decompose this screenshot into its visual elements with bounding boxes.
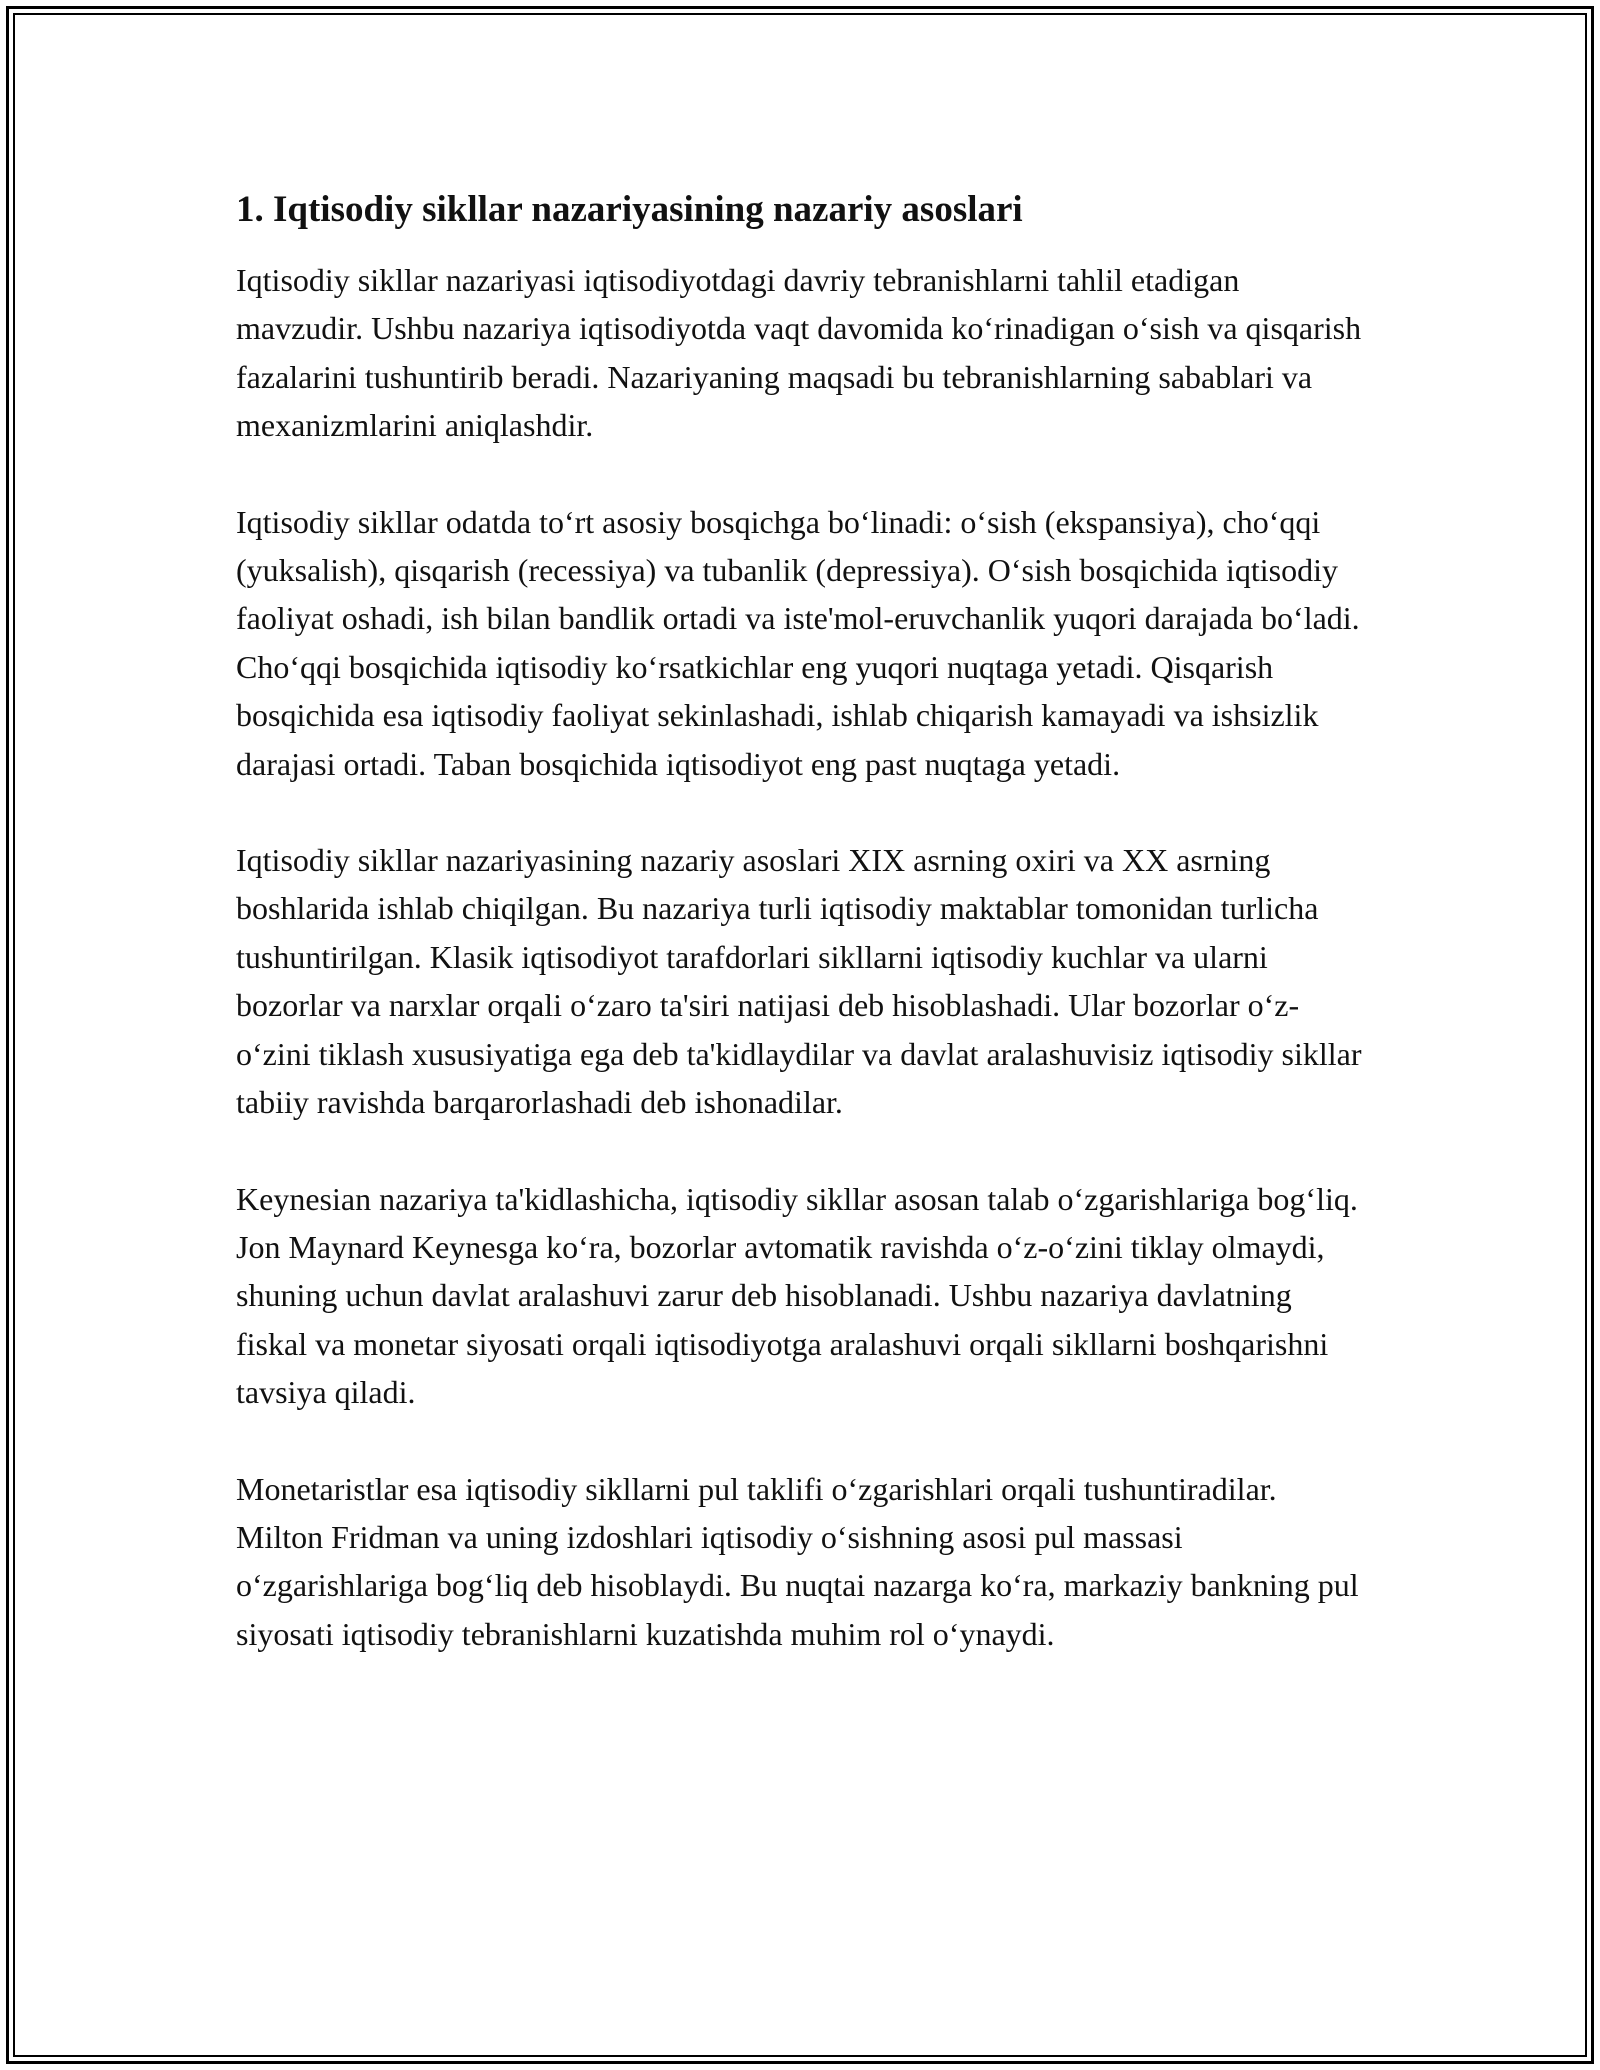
paragraph-intro: Iqtisodiy sikllar nazariyasi iqtisodiyotdagi davriy tebranishlarni tahlil etadigan mavzudir. Ushbu nazariya iqtisodiyotda vaqt davomida ko‘rinadigan o‘sish va qisqarish fazalarini tushuntirib beradi. Nazariyaning maqsadi bu tebranishlarning sabablari va mexanizmlarini aniqlashdir.	[236, 262, 1362, 444]
section-heading: 1. Iqtisodiy sikllar nazariyasining nazariy asoslari	[236, 189, 1023, 230]
paragraph-monetarist-theory: Monetaristlar esa iqtisodiy sikllarni pul taklifi o‘zgarishlari orqali tushuntiradilar. Milton Fridman va uning izdoshlari iqtisodiy o‘sishning asosi pul massasi o‘zgarishlariga bog‘liq deb hisoblaydi. Bu nuqtai nazarga ko‘ra, markaziy bankning pul siyosati iqtisodiy tebranishlarni kuzatishda muhim rol o‘ynaydi.	[236, 1470, 1359, 1652]
paragraph-keynesian-theory: Keynesian nazariya ta'kidlashicha, iqtisodiy sikllar asosan talab o‘zgarishlariga bog‘liq. Jon Maynard Keynesga ko‘ra, bozorlar avtomatik ravishda o‘z-o‘zini tiklay olmaydi, shuning uchun davlat aralashuvi zarur deb hisoblanadi. Ushbu nazariya davlatning fiskal va monetar siyosati orqali iqtisodiyotga aralashuvi orqali sikllarni boshqarishni tavsiya qiladi.	[236, 1180, 1358, 1411]
paragraph-classical-theory: Iqtisodiy sikllar nazariyasining nazariy asoslari XIX asrning oxiri va XX asrning boshlarida ishlab chiqilgan. Bu nazariya turli iqtisodiy maktablar tomonidan turlicha tushuntirilgan. Klasik iqtisodiyot tarafdorlari sikllarni iqtisodiy kuchlar va ularni bozorlar va narxlar orqali o‘zaro ta'siri natijasi deb hisoblashadi. Ular bozorlar o‘z-o‘zini tiklash xususiyatiga ega deb ta'kidlaydilar va davlat aralashuvisiz iqtisodiy sikllar tabiiy ravishda barqarorlashadi deb ishonadilar.	[236, 842, 1362, 1121]
document-body	[236, 186, 1366, 1706]
paragraph-cycle-phases: Iqtisodiy sikllar odatda to‘rt asosiy bosqichga bo‘linadi: o‘sish (ekspansiya), cho‘qqi (yuksalish), qisqarish (recessiya) va tubanlik (depressiya). O‘sish bosqichida iqtisodiy faoliyat oshadi, ish bilan bandlik ortadi va iste'mol-eruvchanlik yuqori darajada bo‘ladi. Cho‘qqi bosqichida iqtisodiy ko‘rsatkichlar eng yuqori nuqtaga yetadi. Qisqarish bosqichida esa iqtisodiy faoliyat sekinlashadi, ishlab chiqarish kamayadi va ishsizlik darajasi ortadi. Taban bosqichida iqtisodiyot eng past nuqtaga yetadi.	[236, 503, 1360, 782]
